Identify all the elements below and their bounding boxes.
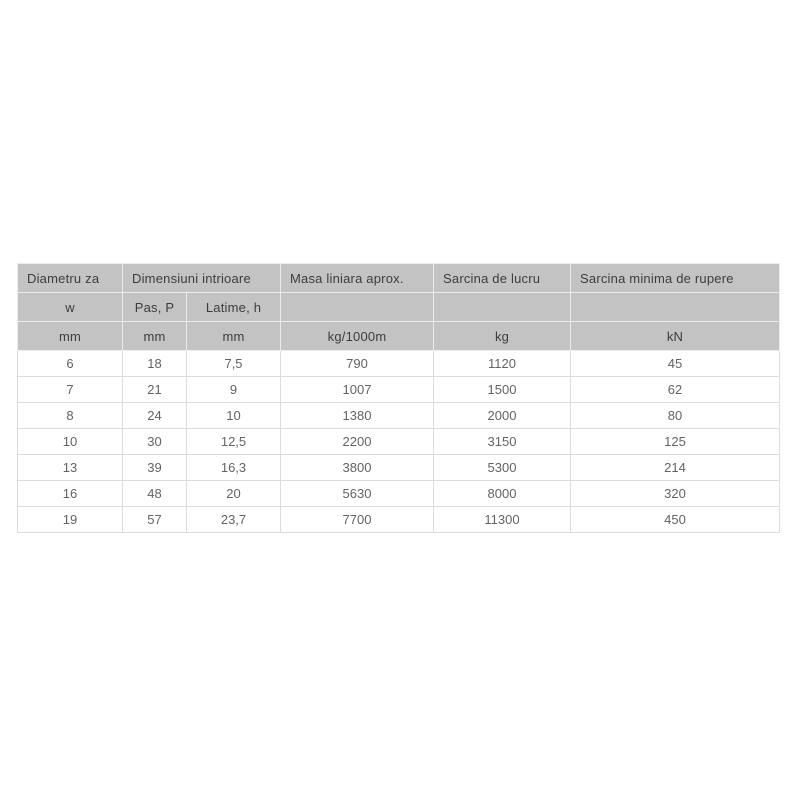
table-cell: 1007: [281, 377, 434, 403]
column-symbol-header: Pas, P: [123, 293, 187, 322]
column-unit-header: kg: [434, 322, 571, 351]
table-cell: 2200: [281, 429, 434, 455]
table-cell: 450: [571, 507, 780, 533]
table-cell: 16: [18, 481, 123, 507]
table-cell: 62: [571, 377, 780, 403]
column-symbol-header: w: [18, 293, 123, 322]
table-cell: 1120: [434, 351, 571, 377]
table-cell: 8: [18, 403, 123, 429]
column-symbol-header: Latime, h: [187, 293, 281, 322]
table-cell: 12,5: [187, 429, 281, 455]
column-symbol-header: [571, 293, 780, 322]
table-row: [18, 507, 780, 533]
table-cell: 2000: [434, 403, 571, 429]
table-cell: 30: [123, 429, 187, 455]
table-cell: 3150: [434, 429, 571, 455]
table-cell: 8000: [434, 481, 571, 507]
table-cell: 80: [571, 403, 780, 429]
column-unit-header: kN: [571, 322, 780, 351]
table-cell: 48: [123, 481, 187, 507]
table-cell: 10: [18, 429, 123, 455]
table-row: [18, 351, 780, 377]
column-group-header: Sarcina de lucru: [434, 264, 571, 293]
column-group-header: Dimensiuni intrioare: [123, 264, 281, 293]
column-unit-header: kg/1000m: [281, 322, 434, 351]
table-header: [18, 264, 780, 351]
table-row: [18, 377, 780, 403]
table-row: [18, 481, 780, 507]
column-group-header: Sarcina minima de rupere: [571, 264, 780, 293]
table-cell: 6: [18, 351, 123, 377]
table-cell: 19: [18, 507, 123, 533]
header-symbol-row: [18, 293, 780, 322]
table-cell: 18: [123, 351, 187, 377]
column-unit-header: mm: [123, 322, 187, 351]
table-cell: 16,3: [187, 455, 281, 481]
table-cell: 23,7: [187, 507, 281, 533]
column-symbol-header: [281, 293, 434, 322]
table-cell: 45: [571, 351, 780, 377]
header-group-row: [18, 264, 780, 293]
column-symbol-header: [434, 293, 571, 322]
table-cell: 13: [18, 455, 123, 481]
header-unit-row: [18, 322, 780, 351]
table-cell: 9: [187, 377, 281, 403]
table-row: [18, 403, 780, 429]
table-cell: 1380: [281, 403, 434, 429]
column-unit-header: mm: [18, 322, 123, 351]
table-cell: 214: [571, 455, 780, 481]
table-row: [18, 429, 780, 455]
table-cell: 7700: [281, 507, 434, 533]
table-body: [18, 351, 780, 533]
column-group-header: Diametru za: [18, 264, 123, 293]
table-cell: 7,5: [187, 351, 281, 377]
table-cell: 39: [123, 455, 187, 481]
column-group-header: Masa liniara aprox.: [281, 264, 434, 293]
table-cell: 11300: [434, 507, 571, 533]
table-cell: 790: [281, 351, 434, 377]
table-cell: 20: [187, 481, 281, 507]
table-cell: 57: [123, 507, 187, 533]
column-unit-header: mm: [187, 322, 281, 351]
table-cell: 21: [123, 377, 187, 403]
spec-table: [17, 263, 780, 533]
table-cell: 24: [123, 403, 187, 429]
table-cell: 1500: [434, 377, 571, 403]
table-cell: 320: [571, 481, 780, 507]
table-cell: 7: [18, 377, 123, 403]
table-row: [18, 455, 780, 481]
table-cell: 5630: [281, 481, 434, 507]
table-cell: 5300: [434, 455, 571, 481]
table-cell: 3800: [281, 455, 434, 481]
table-cell: 10: [187, 403, 281, 429]
table-cell: 125: [571, 429, 780, 455]
